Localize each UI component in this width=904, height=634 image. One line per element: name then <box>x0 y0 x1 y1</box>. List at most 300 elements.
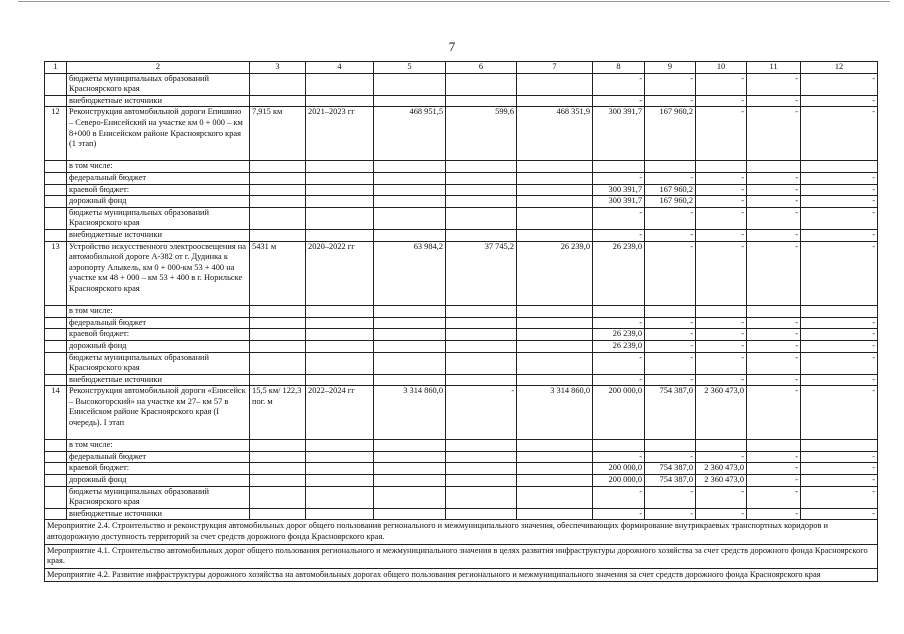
year-2022-cell: - <box>645 374 696 386</box>
year-2024-cell: - <box>747 207 801 229</box>
period-cell <box>306 184 374 196</box>
capacity-cell <box>250 440 306 452</box>
note-row <box>45 520 878 544</box>
year-2023-cell: - <box>696 486 747 508</box>
remaining-cost-cell <box>517 440 593 452</box>
remaining-cost-cell <box>517 340 593 352</box>
year-2021-cell: - <box>593 451 645 463</box>
period-cell <box>306 306 374 318</box>
year-2025-cell <box>801 161 878 173</box>
measure-note: Мероприятие 4.1. Строительство автомобильных дорог общего пользования регионального и межмуниципального значения в целях развития инфраструктуры дорожного хозяйства за счет средств дорожного фонда Красноярского края. <box>45 544 878 568</box>
row-number-cell <box>45 475 67 487</box>
capacity-cell <box>250 486 306 508</box>
table-row <box>45 340 878 352</box>
year-2023-cell: - <box>696 329 747 341</box>
year-2022-cell: - <box>645 172 696 184</box>
year-2022-cell: - <box>645 95 696 107</box>
year-2023-cell: - <box>696 352 747 374</box>
capacity-cell <box>250 229 306 241</box>
table-row <box>45 107 878 161</box>
table-row <box>45 73 878 95</box>
year-2022-cell: 167 960,2 <box>645 184 696 196</box>
capacity-cell <box>250 95 306 107</box>
year-2023-cell: 2 360 473,0 <box>696 475 747 487</box>
period-cell: 2021–2023 гг <box>306 107 374 161</box>
year-2025-cell: - <box>801 107 878 161</box>
table-row <box>45 172 878 184</box>
spent-before-cell <box>446 172 517 184</box>
row-number-cell <box>45 207 67 229</box>
year-2023-cell: - <box>696 229 747 241</box>
year-2025-cell: - <box>801 486 878 508</box>
capacity-cell <box>250 184 306 196</box>
spent-before-cell: - <box>446 386 517 440</box>
item-name-cell: дорожный фонд <box>67 475 250 487</box>
period-cell <box>306 451 374 463</box>
year-2023-cell: 2 360 473,0 <box>696 386 747 440</box>
year-2021-cell <box>593 440 645 452</box>
year-2021-cell: - <box>593 486 645 508</box>
remaining-cost-cell <box>517 374 593 386</box>
year-2021-cell: 26 239,0 <box>593 241 645 306</box>
year-2024-cell: - <box>747 317 801 329</box>
year-2024-cell <box>747 440 801 452</box>
spent-before-cell <box>446 229 517 241</box>
year-2024-cell <box>747 306 801 318</box>
row-number-cell <box>45 95 67 107</box>
year-2021-cell: 200 000,0 <box>593 463 645 475</box>
row-number-cell <box>45 340 67 352</box>
row-number-cell <box>45 317 67 329</box>
item-name-cell: краевой бюджет: <box>67 329 250 341</box>
year-2024-cell: - <box>747 340 801 352</box>
row-number-cell: 12 <box>45 107 67 161</box>
period-cell <box>306 172 374 184</box>
column-header: 10 <box>696 62 747 74</box>
year-2022-cell <box>645 306 696 318</box>
year-2023-cell: - <box>696 172 747 184</box>
total-cost-cell: 63 984,2 <box>374 241 446 306</box>
capacity-cell <box>250 207 306 229</box>
row-number-cell <box>45 374 67 386</box>
year-2021-cell: - <box>593 317 645 329</box>
remaining-cost-cell <box>517 508 593 520</box>
year-2022-cell: - <box>645 207 696 229</box>
year-2025-cell: - <box>801 184 878 196</box>
period-cell <box>306 196 374 208</box>
total-cost-cell: 468 951,5 <box>374 107 446 161</box>
total-cost-cell <box>374 207 446 229</box>
spent-before-cell <box>446 306 517 318</box>
table-row <box>45 508 878 520</box>
remaining-cost-cell <box>517 329 593 341</box>
item-name-cell: внебюджетные источники <box>67 229 250 241</box>
period-cell <box>306 374 374 386</box>
period-cell <box>306 440 374 452</box>
total-cost-cell <box>374 161 446 173</box>
year-2021-cell: - <box>593 73 645 95</box>
year-2023-cell: - <box>696 95 747 107</box>
total-cost-cell: 3 314 860,0 <box>374 386 446 440</box>
spent-before-cell <box>446 463 517 475</box>
row-number-cell <box>45 463 67 475</box>
column-header: 8 <box>593 62 645 74</box>
remaining-cost-cell <box>517 352 593 374</box>
year-2021-cell: 26 239,0 <box>593 340 645 352</box>
remaining-cost-cell <box>517 229 593 241</box>
item-name-cell: дорожный фонд <box>67 340 250 352</box>
capacity-cell <box>250 451 306 463</box>
year-2023-cell <box>696 440 747 452</box>
year-2025-cell: - <box>801 463 878 475</box>
spent-before-cell <box>446 207 517 229</box>
item-name-cell: бюджеты муниципальных образований Красноярского края <box>67 352 250 374</box>
year-2021-cell: 26 239,0 <box>593 329 645 341</box>
period-cell <box>306 229 374 241</box>
year-2025-cell: - <box>801 172 878 184</box>
spent-before-cell <box>446 374 517 386</box>
period-cell <box>306 207 374 229</box>
total-cost-cell <box>374 463 446 475</box>
year-2024-cell: - <box>747 475 801 487</box>
table-row <box>45 229 878 241</box>
spent-before-cell <box>446 73 517 95</box>
capacity-cell <box>250 340 306 352</box>
budget-table <box>44 61 878 582</box>
year-2024-cell: - <box>747 184 801 196</box>
table-row <box>45 440 878 452</box>
item-name-cell: бюджеты муниципальных образований Красноярского края <box>67 486 250 508</box>
top-rule <box>18 1 890 2</box>
capacity-cell <box>250 73 306 95</box>
total-cost-cell <box>374 95 446 107</box>
capacity-cell <box>250 463 306 475</box>
year-2022-cell: - <box>645 317 696 329</box>
total-cost-cell <box>374 475 446 487</box>
year-2023-cell <box>696 306 747 318</box>
period-cell <box>306 161 374 173</box>
year-2025-cell: - <box>801 508 878 520</box>
measure-note: Мероприятие 4.2. Развитие инфраструктуры дорожного хозяйства на автомобильных дорогах общего пользования регионального и межмуниципального значения за счет средств дорожного фонда Красноярского края <box>45 568 878 582</box>
year-2023-cell <box>696 161 747 173</box>
year-2025-cell <box>801 306 878 318</box>
total-cost-cell <box>374 229 446 241</box>
year-2025-cell: - <box>801 196 878 208</box>
header-row <box>45 62 878 74</box>
note-row <box>45 568 878 582</box>
table-row <box>45 386 878 440</box>
row-number-cell <box>45 486 67 508</box>
remaining-cost-cell <box>517 486 593 508</box>
remaining-cost-cell <box>517 73 593 95</box>
total-cost-cell <box>374 352 446 374</box>
item-name-cell: краевой бюджет: <box>67 463 250 475</box>
capacity-cell <box>250 306 306 318</box>
year-2021-cell: 200 000,0 <box>593 386 645 440</box>
year-2025-cell: - <box>801 451 878 463</box>
table-body <box>45 62 878 582</box>
spent-before-cell <box>446 184 517 196</box>
year-2025-cell: - <box>801 73 878 95</box>
table-row <box>45 207 878 229</box>
row-number-cell <box>45 352 67 374</box>
year-2023-cell: - <box>696 241 747 306</box>
row-number-cell: 14 <box>45 386 67 440</box>
table-row <box>45 329 878 341</box>
column-header: 5 <box>374 62 446 74</box>
year-2025-cell <box>801 440 878 452</box>
remaining-cost-cell <box>517 172 593 184</box>
period-cell <box>306 486 374 508</box>
item-name-cell: бюджеты муниципальных образований Красноярского края <box>67 207 250 229</box>
period-cell <box>306 73 374 95</box>
year-2021-cell: - <box>593 374 645 386</box>
item-name-cell: федеральный бюджет <box>67 172 250 184</box>
column-header: 12 <box>801 62 878 74</box>
table-row <box>45 241 878 306</box>
item-name-cell: бюджеты муниципальных образований Красноярского края <box>67 73 250 95</box>
period-cell <box>306 475 374 487</box>
spent-before-cell <box>446 340 517 352</box>
total-cost-cell <box>374 317 446 329</box>
remaining-cost-cell <box>517 463 593 475</box>
total-cost-cell <box>374 440 446 452</box>
total-cost-cell <box>374 172 446 184</box>
year-2021-cell: - <box>593 172 645 184</box>
capacity-cell <box>250 352 306 374</box>
year-2024-cell <box>747 161 801 173</box>
row-number-cell <box>45 229 67 241</box>
total-cost-cell <box>374 340 446 352</box>
total-cost-cell <box>374 73 446 95</box>
row-number-cell <box>45 184 67 196</box>
note-row <box>45 544 878 568</box>
table-row <box>45 463 878 475</box>
year-2024-cell: - <box>747 451 801 463</box>
year-2022-cell <box>645 161 696 173</box>
spent-before-cell <box>446 317 517 329</box>
column-header: 11 <box>747 62 801 74</box>
year-2025-cell: - <box>801 207 878 229</box>
year-2024-cell: - <box>747 107 801 161</box>
year-2022-cell: 167 960,2 <box>645 107 696 161</box>
period-cell: 2020–2022 гг <box>306 241 374 306</box>
year-2024-cell: - <box>747 352 801 374</box>
period-cell <box>306 329 374 341</box>
year-2023-cell: - <box>696 73 747 95</box>
row-number-cell <box>45 451 67 463</box>
table-row <box>45 184 878 196</box>
capacity-cell: 7,915 км <box>250 107 306 161</box>
year-2021-cell: 200 000,0 <box>593 475 645 487</box>
year-2025-cell: - <box>801 386 878 440</box>
spent-before-cell <box>446 196 517 208</box>
year-2022-cell: - <box>645 340 696 352</box>
spent-before-cell <box>446 486 517 508</box>
period-cell <box>306 352 374 374</box>
table-row <box>45 486 878 508</box>
year-2022-cell: - <box>645 329 696 341</box>
year-2021-cell: 300 391,7 <box>593 196 645 208</box>
item-name-cell: Реконструкция автомобильной дороги Епишино – Северо-Енисейский на участке км 0 + 000 – км 8+000 в Енисейском районе Красноярского края (1 этап) <box>67 107 250 161</box>
year-2023-cell: 2 360 473,0 <box>696 463 747 475</box>
year-2022-cell <box>645 440 696 452</box>
year-2024-cell: - <box>747 463 801 475</box>
total-cost-cell <box>374 329 446 341</box>
year-2023-cell: - <box>696 451 747 463</box>
spent-before-cell <box>446 161 517 173</box>
table-row <box>45 306 878 318</box>
row-number-cell <box>45 172 67 184</box>
item-name-cell: в том числе: <box>67 306 250 318</box>
year-2023-cell: - <box>696 196 747 208</box>
total-cost-cell <box>374 196 446 208</box>
spent-before-cell <box>446 95 517 107</box>
item-name-cell: в том числе: <box>67 440 250 452</box>
spent-before-cell: 599,6 <box>446 107 517 161</box>
capacity-cell: 15,5 км/ 122,3 пог. м <box>250 386 306 440</box>
item-name-cell: Реконструкция автомобильной дороги «Енисейск – Высокогорский» на участке км 27– км 57 в Енисейском районе Красноярского края (I очередь). I этап <box>67 386 250 440</box>
remaining-cost-cell: 3 314 860,0 <box>517 386 593 440</box>
year-2024-cell: - <box>747 73 801 95</box>
year-2025-cell: - <box>801 229 878 241</box>
year-2022-cell: 754 387,0 <box>645 463 696 475</box>
year-2022-cell: - <box>645 73 696 95</box>
year-2025-cell: - <box>801 95 878 107</box>
remaining-cost-cell <box>517 475 593 487</box>
year-2024-cell: - <box>747 196 801 208</box>
period-cell <box>306 463 374 475</box>
total-cost-cell <box>374 184 446 196</box>
row-number-cell <box>45 73 67 95</box>
spent-before-cell <box>446 352 517 374</box>
period-cell <box>306 508 374 520</box>
year-2022-cell: - <box>645 352 696 374</box>
year-2022-cell: - <box>645 229 696 241</box>
year-2022-cell: - <box>645 241 696 306</box>
year-2023-cell: - <box>696 207 747 229</box>
total-cost-cell <box>374 451 446 463</box>
period-cell <box>306 317 374 329</box>
total-cost-cell <box>374 486 446 508</box>
year-2024-cell: - <box>747 172 801 184</box>
table-row <box>45 451 878 463</box>
year-2024-cell: - <box>747 241 801 306</box>
total-cost-cell <box>374 306 446 318</box>
item-name-cell: дорожный фонд <box>67 196 250 208</box>
year-2025-cell: - <box>801 340 878 352</box>
year-2024-cell: - <box>747 329 801 341</box>
year-2021-cell: - <box>593 229 645 241</box>
total-cost-cell <box>374 508 446 520</box>
capacity-cell <box>250 317 306 329</box>
year-2023-cell: - <box>696 184 747 196</box>
column-header: 2 <box>67 62 250 74</box>
year-2021-cell: - <box>593 508 645 520</box>
item-name-cell: Устройство искусственного электроосвещения на автомобильной дороге А-382 от г. Дудинка к аэропорту Алыкель, км 0 + 000-км 53 + 400 на участке км 48 + 000 – км 53 + 400 в г. Норильске Красноярского края <box>67 241 250 306</box>
capacity-cell <box>250 508 306 520</box>
remaining-cost-cell <box>517 306 593 318</box>
year-2023-cell: - <box>696 508 747 520</box>
capacity-cell <box>250 161 306 173</box>
item-name-cell: внебюджетные источники <box>67 508 250 520</box>
table-row <box>45 317 878 329</box>
remaining-cost-cell <box>517 196 593 208</box>
year-2025-cell: - <box>801 374 878 386</box>
table-row <box>45 352 878 374</box>
table-row <box>45 95 878 107</box>
year-2025-cell: - <box>801 317 878 329</box>
row-number-cell <box>45 196 67 208</box>
column-header: 3 <box>250 62 306 74</box>
capacity-cell <box>250 172 306 184</box>
row-number-cell <box>45 440 67 452</box>
remaining-cost-cell <box>517 317 593 329</box>
item-name-cell: краевой бюджет: <box>67 184 250 196</box>
year-2022-cell: - <box>645 486 696 508</box>
item-name-cell: внебюджетные источники <box>67 374 250 386</box>
spent-before-cell: 37 745,2 <box>446 241 517 306</box>
remaining-cost-cell <box>517 161 593 173</box>
year-2024-cell: - <box>747 229 801 241</box>
column-header: 6 <box>446 62 517 74</box>
year-2021-cell: 300 391,7 <box>593 184 645 196</box>
column-header: 9 <box>645 62 696 74</box>
period-cell <box>306 340 374 352</box>
capacity-cell <box>250 329 306 341</box>
row-number-cell <box>45 306 67 318</box>
year-2023-cell: - <box>696 317 747 329</box>
year-2022-cell: - <box>645 508 696 520</box>
spent-before-cell <box>446 440 517 452</box>
year-2023-cell: - <box>696 374 747 386</box>
year-2021-cell: 300 391,7 <box>593 107 645 161</box>
year-2024-cell: - <box>747 95 801 107</box>
row-number-cell: 13 <box>45 241 67 306</box>
page-number: 7 <box>448 39 456 54</box>
remaining-cost-cell <box>517 207 593 229</box>
item-name-cell: федеральный бюджет <box>67 451 250 463</box>
capacity-cell: 5431 м <box>250 241 306 306</box>
year-2024-cell: - <box>747 486 801 508</box>
year-2025-cell: - <box>801 329 878 341</box>
remaining-cost-cell <box>517 184 593 196</box>
capacity-cell <box>250 374 306 386</box>
year-2025-cell: - <box>801 352 878 374</box>
table-row <box>45 475 878 487</box>
remaining-cost-cell: 468 351,9 <box>517 107 593 161</box>
spent-before-cell <box>446 508 517 520</box>
item-name-cell: в том числе: <box>67 161 250 173</box>
column-header: 1 <box>45 62 67 74</box>
table-row <box>45 196 878 208</box>
remaining-cost-cell <box>517 95 593 107</box>
remaining-cost-cell <box>517 451 593 463</box>
spent-before-cell <box>446 475 517 487</box>
spent-before-cell <box>446 451 517 463</box>
spent-before-cell <box>446 329 517 341</box>
year-2024-cell: - <box>747 386 801 440</box>
year-2022-cell: 167 960,2 <box>645 196 696 208</box>
measure-note: Мероприятие 2.4. Строительство и реконструкция автомобильных дорог общего пользования регионального и межмуниципального значения, обеспечивающих формирование внутрикраевых транспортных коридоров и автодорожную доступность территорий за счет средств дорожного фонда Красноярского края. <box>45 520 878 544</box>
capacity-cell <box>250 196 306 208</box>
table-row <box>45 374 878 386</box>
period-cell <box>306 95 374 107</box>
year-2024-cell: - <box>747 374 801 386</box>
item-name-cell: федеральный бюджет <box>67 317 250 329</box>
year-2025-cell: - <box>801 475 878 487</box>
year-2022-cell: 754 387,0 <box>645 386 696 440</box>
